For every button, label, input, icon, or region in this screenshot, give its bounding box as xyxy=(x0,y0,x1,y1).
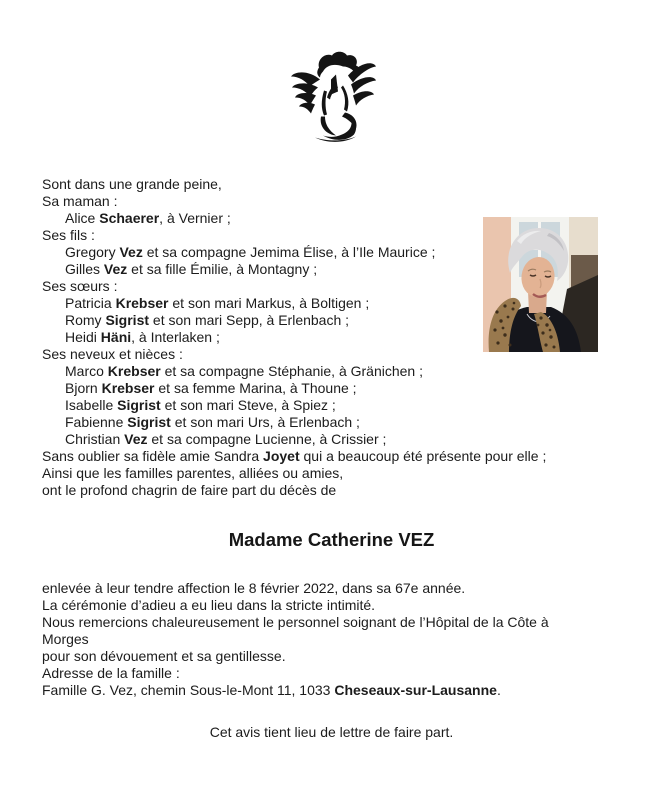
text-line: Gilles Vez et sa fille Émilie, à Montagny ; xyxy=(65,261,318,277)
text-line: Marco Krebser et sa compagne Stéphanie, à Gränichen ; xyxy=(65,363,423,379)
text-line: Romy Sigrist et son mari Sepp, à Erlenbach ; xyxy=(65,312,350,328)
text-line: Patricia Krebser et son mari Markus, à Boltigen ; xyxy=(65,295,370,311)
text-line: Nous remercions chaleureusement le personnel soignant de l’Hôpital de la Côte à xyxy=(42,614,549,630)
family-announcement xyxy=(42,176,546,499)
text-line: Gregory Vez et sa compagne Jemima Élise, à l’Ile Maurice ; xyxy=(65,244,436,260)
text-line: Christian Vez et sa compagne Lucienne, à Crissier ; xyxy=(65,431,387,447)
text-line: Ses sœurs : xyxy=(42,278,118,294)
text-line: La cérémonie d’adieu a eu lieu dans la stricte intimité. xyxy=(42,597,376,613)
text-line: Sont dans une grande peine, xyxy=(42,176,222,192)
text-line: Ses fils : xyxy=(42,227,95,243)
text-line: Heidi Häni, à Interlaken ; xyxy=(65,329,220,345)
praying-angel-icon xyxy=(285,50,377,143)
text-line: Sa maman : xyxy=(42,193,118,209)
text-line: Ses neveux et nièces : xyxy=(42,346,183,362)
text-line: ont le profond chagrin de faire part du décès de xyxy=(42,482,337,498)
text-line: Alice Schaerer, à Vernier ; xyxy=(65,210,231,226)
text-line: Bjorn Krebser et sa femme Marina, à Thoune ; xyxy=(65,380,357,396)
text-line: Adresse de la famille : xyxy=(42,665,180,681)
funeral-details xyxy=(42,580,549,699)
text-line: Fabienne Sigrist et son mari Urs, à Erlenbach ; xyxy=(65,414,360,430)
text-line: Isabelle Sigrist et son mari Steve, à Spiez ; xyxy=(65,397,336,413)
closing-note: Cet avis tient lieu de lettre de faire part. xyxy=(209,724,454,740)
text-line: Sans oublier sa fidèle amie Sandra Joyet qui a beaucoup été présente pour elle ; xyxy=(42,448,547,464)
text-line: Famille G. Vez, chemin Sous-le-Mont 11, 1033 Cheseaux-sur-Lausanne. xyxy=(42,682,501,698)
text-line: enlevée à leur tendre affection le 8 février 2022, dans sa 67e année. xyxy=(42,580,466,596)
text-line: Morges xyxy=(42,631,89,647)
text-line: pour son dévouement et sa gentillesse. xyxy=(42,648,286,664)
praying-angel-image xyxy=(285,50,377,143)
text-line: Ainsi que les familles parentes, alliées ou amies, xyxy=(42,465,344,481)
deceased-name: Madame Catherine VEZ xyxy=(228,529,435,550)
